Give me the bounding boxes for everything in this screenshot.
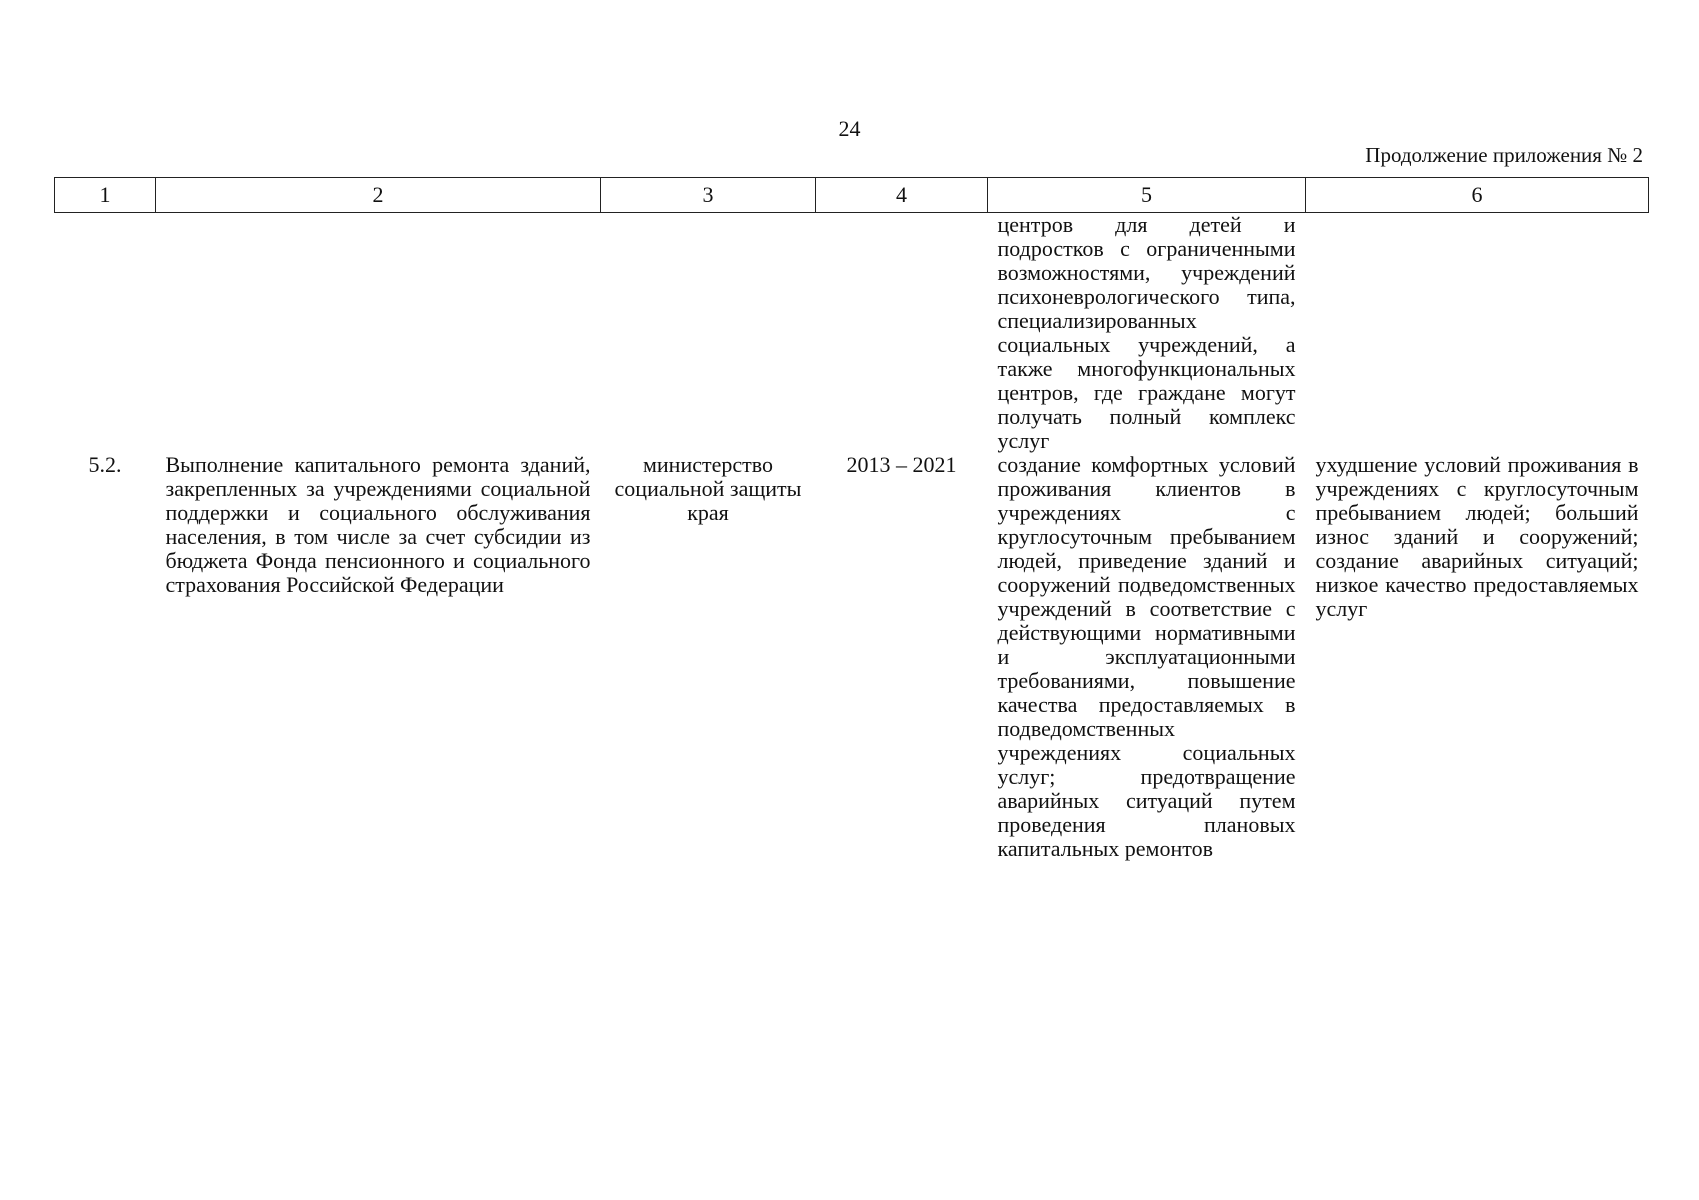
appendix-continuation-note: Продолжение приложения № 2 (1365, 143, 1643, 167)
consequences: ухудшение условий проживания в учреждениях с круглосуточным пребыванием людей; больший износ зданий и сооружений; создание аварийных ситуаций; низкое качество предоставляемых услуг (1315, 452, 1639, 621)
measure-name (156, 213, 601, 454)
column-header-4: 4 (816, 178, 988, 213)
column-header-2: 2 (156, 178, 601, 213)
period: 2013 – 2021 (846, 452, 957, 477)
measure-name: Выполнение капитального ремонта зданий, закрепленных за учреждениями социальной поддержки и социального обслуживания населения, в том числе за счет субсидии из бюджета Фонда пенсионного и социального страхования Российской Федерации (165, 452, 591, 597)
row-number: 5.2. (88, 452, 122, 477)
column-number-header-row (55, 178, 1649, 213)
column-header-1: 1 (55, 178, 156, 213)
table-row (55, 213, 1649, 454)
row-number (55, 213, 156, 454)
column-header-6: 6 (1306, 178, 1649, 213)
period (816, 213, 988, 454)
table-row (55, 453, 1649, 861)
column-header-5: 5 (988, 178, 1306, 213)
executor: министерство социальной защиты края (614, 452, 802, 525)
program-measures-table (54, 177, 1649, 861)
page-number: 24 (838, 116, 861, 141)
column-header-3: 3 (601, 178, 816, 213)
consequences (1306, 213, 1649, 454)
expected-result: создание комфортных условий проживания клиентов в учреждениях с круглосуточным пребыванием людей, приведение зданий и сооружений подведомственных учреждений в соответствие с действующими нормативными и эксплуатационными требованиями, повышение качества предоставляемых в подведомственных учреждениях социальных услуг; предотвращение аварийных ситуаций путем проведения плановых капитальных ремонтов (997, 452, 1296, 861)
expected-result: центров для детей и подростков с ограниченными возможностями, учреждений психоневрологического типа, специализированных социальных учреждений, а также многофункциональных центров, где граждане могут получать полный комплекс услуг (997, 212, 1296, 453)
executor (601, 213, 816, 454)
